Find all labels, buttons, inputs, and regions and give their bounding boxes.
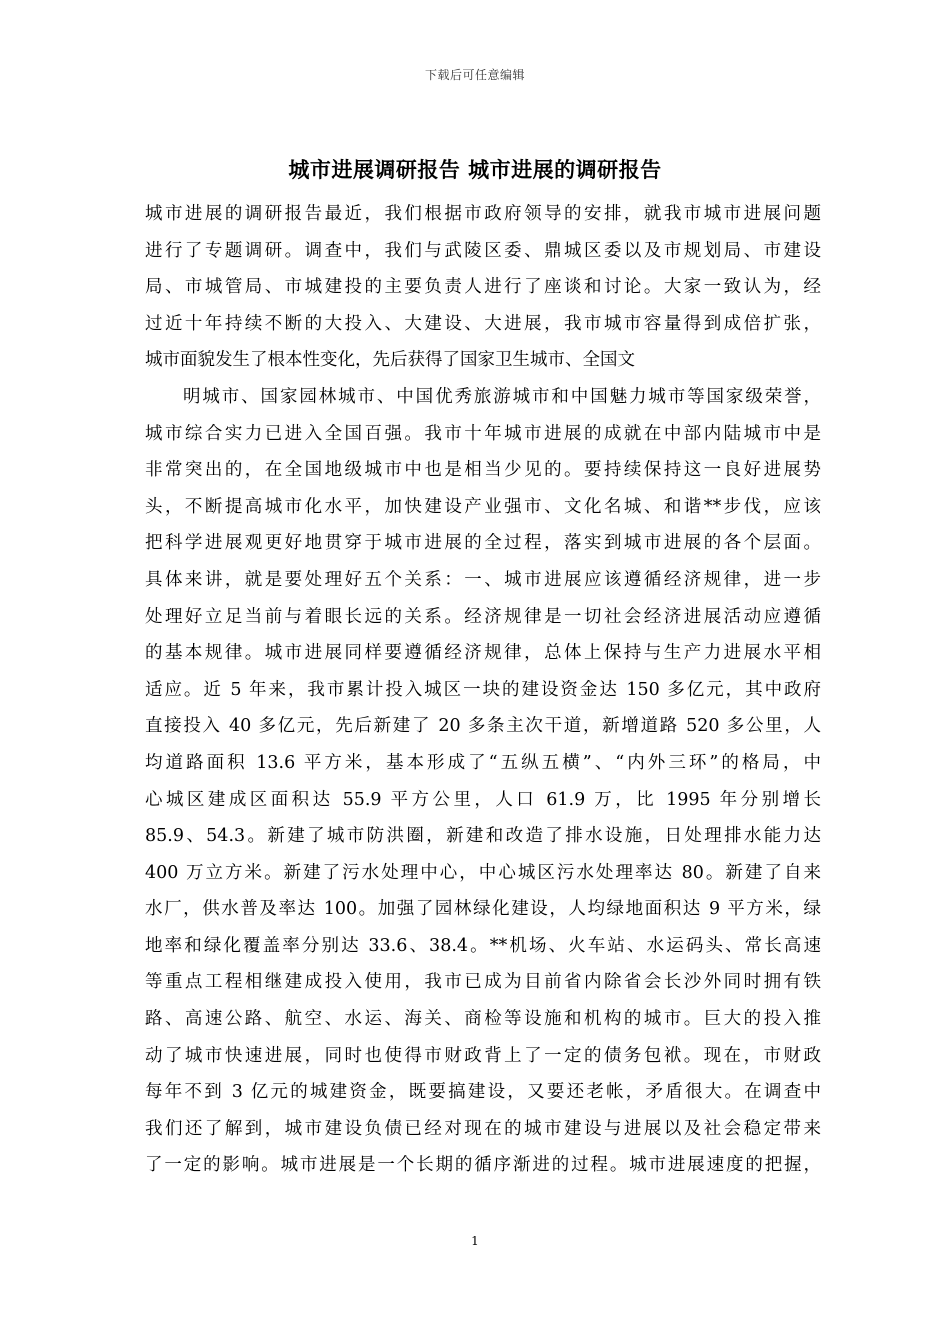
text-line: 适应。近 5 年来，我市累计投入城区一块的建设资金达 150 多亿元，其中政府 xyxy=(145,679,821,700)
text-line: 头，不断提高城市化水平，加快建设产业强市、文化名城、和谐**步伐，应该 xyxy=(145,496,821,517)
text-line: 城市面貌发生了根本性变化，先后获得了国家卫生城市、全国文 xyxy=(145,350,635,371)
text-line: 过近十年持续不断的大投入、大建设、大进展，我市城市容量得到成倍扩张， xyxy=(145,313,821,334)
text-line: 心城区建成区面积达 55.9 平方公里，人口 61.9 万，比 1995 年分别增长 xyxy=(145,789,821,810)
text-line: 的基本规律。城市进展同样要遵循经济规律，总体上保持与生产力进展水平相 xyxy=(145,643,821,664)
text-line: 均道路面积 13.6 平方米，基本形成了“五纵五横”、“内外三环”的格局，中 xyxy=(145,752,821,773)
text-line: 直接投入 40 多亿元，先后新建了 20 多条主次干道，新增道路 520 多公里，人 xyxy=(145,716,821,737)
text-line: 动了城市快速进展，同时也使得市财政背上了一定的债务包袱。现在，市财政 xyxy=(145,1045,821,1066)
paragraph-1 xyxy=(145,196,821,379)
text-line: 进行了专题调研。调查中，我们与武陵区委、鼎城区委以及市规划局、市建设 xyxy=(145,240,821,261)
text-line: 地率和绿化覆盖率分别达 33.6、38.4。**机场、火车站、水运码头、常长高速 xyxy=(145,935,821,956)
header-note: 下载后可任意编辑 xyxy=(424,68,525,82)
text-line: 路、高速公路、航空、水运、海关、商检等设施和机构的城市。巨大的投入推 xyxy=(145,1009,821,1030)
text-line: 等重点工程相继建成投入使用，我市已成为目前省内除省会长沙外同时拥有铁 xyxy=(145,972,821,993)
text-line: 每年不到 3 亿元的城建资金，既要搞建设，又要还老帐，矛盾很大。在调查中 xyxy=(145,1082,821,1103)
text-line: 局、市城管局、市城建投的主要负责人进行了座谈和讨论。大家一致认为，经 xyxy=(145,277,821,298)
text-line: 明城市、国家园林城市、中国优秀旅游城市和中国魅力城市等国家级荣誉， xyxy=(183,386,821,407)
text-line: 85.9、54.3。新建了城市防洪圈，新建和改造了排水设施，日处理排水能力达 xyxy=(145,826,821,847)
text-line: 非常突出的，在全国地级城市中也是相当少见的。要持续保持这一良好进展势 xyxy=(145,460,821,481)
text-line: 把科学进展观更好地贯穿于城市进展的全过程，落实到城市进展的各个层面。 xyxy=(145,533,821,554)
text-line: 400 万立方米。新建了污水处理中心，中心城区污水处理率达 80。新建了自来 xyxy=(145,862,821,883)
text-line: 我们还了解到，城市建设负债已经对现在的城市建设与进展以及社会稳定带来 xyxy=(145,1118,821,1139)
text-line: 水厂，供水普及率达 100。加强了园林绿化建设，人均绿地面积达 9 平方米，绿 xyxy=(145,899,821,920)
text-line: 具体来讲，就是要处理好五个关系：一、城市进展应该遵循经济规律，进一步 xyxy=(145,569,821,590)
text-line: 城市进展的调研报告最近，我们根据市政府领导的安排，就我市城市进展问题 xyxy=(145,204,821,224)
document-title: 城市进展调研报告 城市进展的调研报告 xyxy=(288,157,662,182)
text-line: 处理好立足当前与着眼长远的关系。经济规律是一切社会经济进展活动应遵循 xyxy=(145,606,821,627)
page-number: 1 xyxy=(471,1234,479,1248)
document-body xyxy=(145,196,821,1184)
text-line: 了一定的影响。城市进展是一个长期的循序渐进的过程。城市进展速度的把握， xyxy=(145,1155,821,1176)
paragraph-2 xyxy=(145,379,821,1184)
text-line: 城市综合实力已进入全国百强。我市十年城市进展的成就在中部内陆城市中是 xyxy=(145,423,821,444)
